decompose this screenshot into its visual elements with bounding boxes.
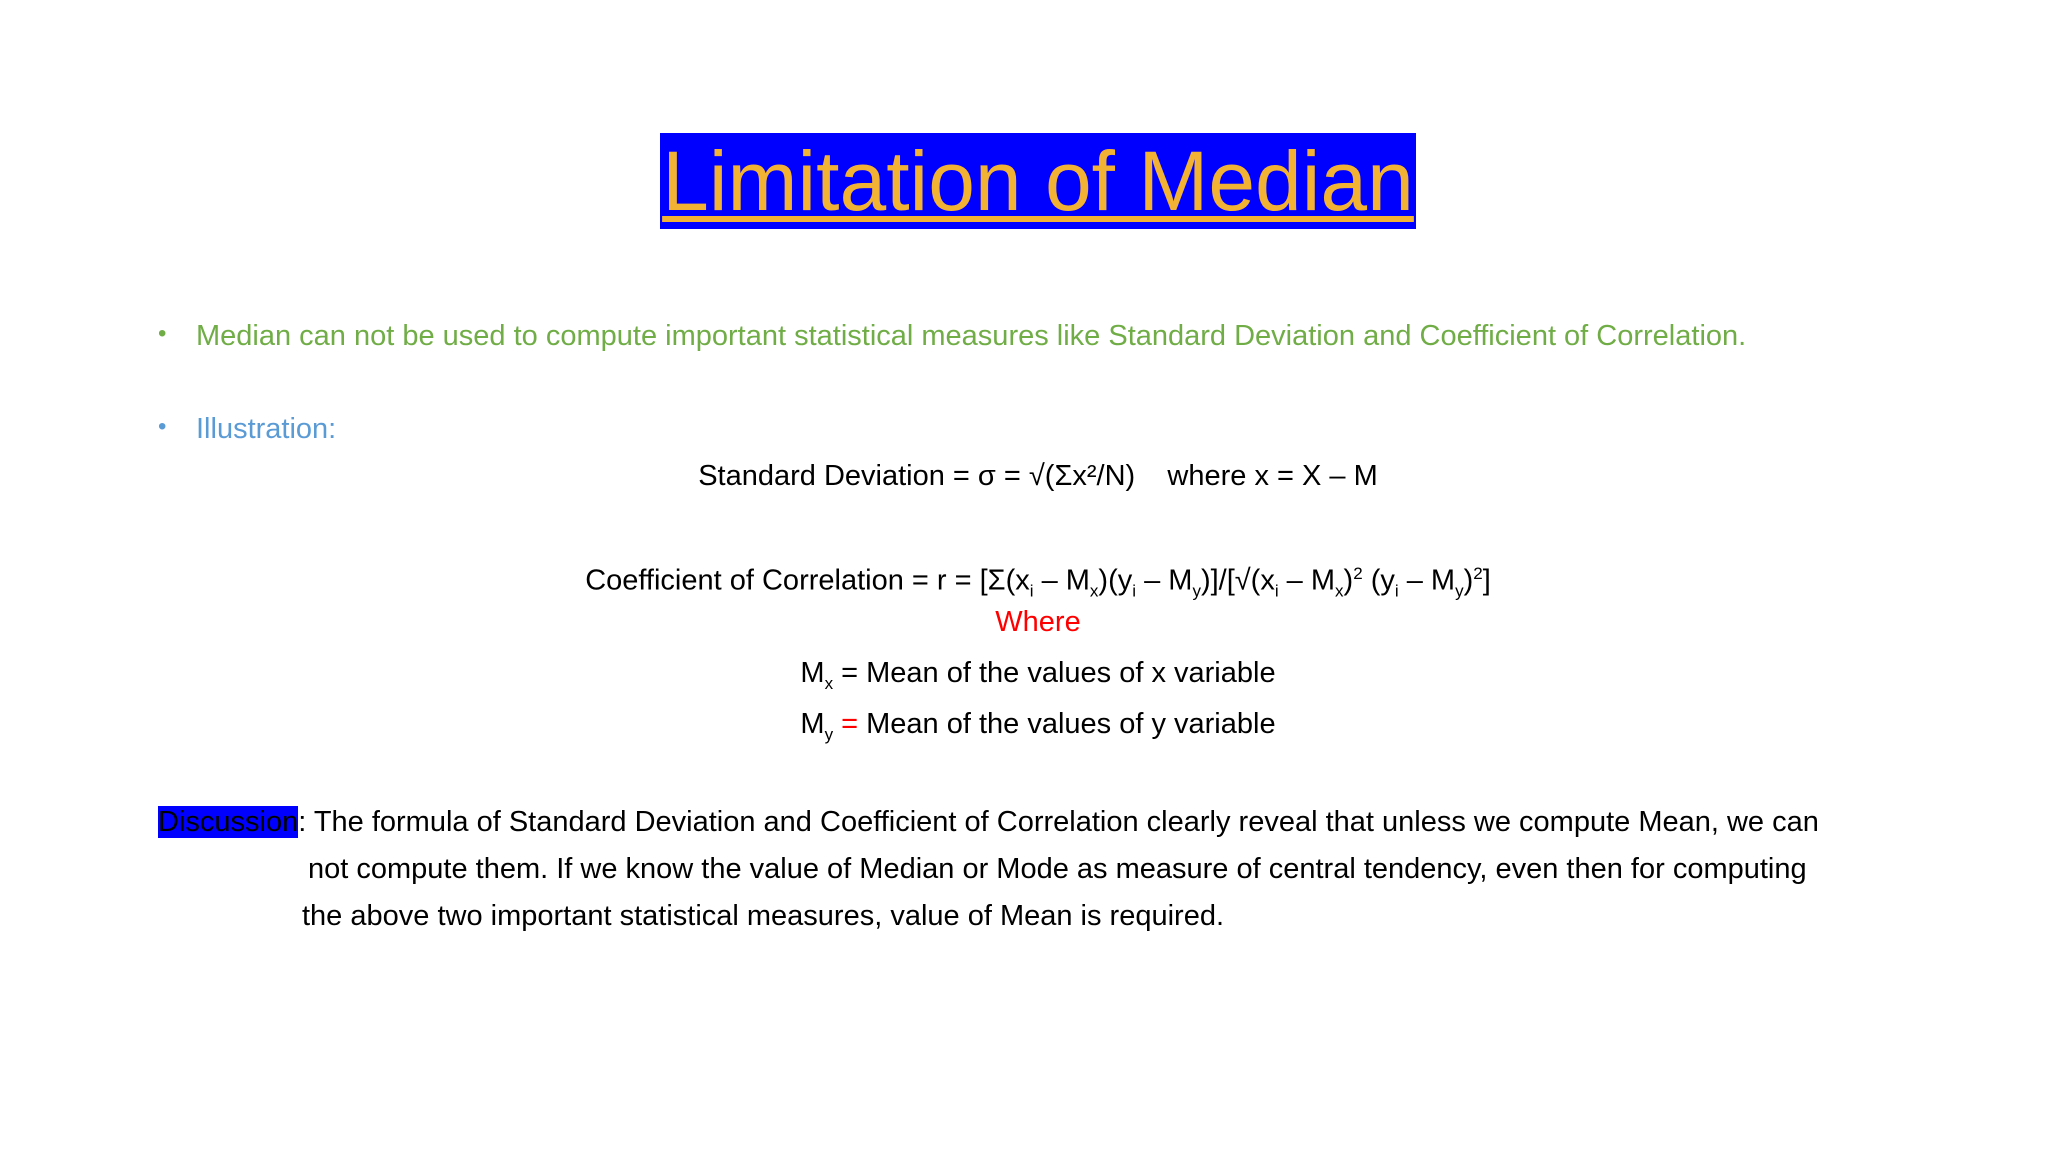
bullet-text: Median can not be used to compute important statistical measures like Standard Deviation and Coefficient of Correlation.	[196, 320, 1747, 352]
sd-formula: Standard Deviation = σ = √(Σx²/N) where x = X – M	[698, 460, 1378, 492]
slide-title-text: Limitation of Median	[662, 134, 1414, 228]
definition-mx: $M_x$ = Mean of the values of x variable	[800, 657, 1276, 693]
definition-my: $M_y$ = Mean of the values of y variable	[800, 708, 1276, 744]
bullet-dot-icon: •	[158, 320, 167, 347]
discussion-line-2: not compute them. If we know the value of Median or Mode as measure of central tendency, even then for computing	[308, 853, 1807, 885]
correlation-formula: Coefficient of Correlation = $r = [\Sigma(x_i - M_x)(y_i - M_y)]/[√(x_i - M_x)^2$ $(y_i - M_y)^2$]	[585, 564, 1491, 601]
slide-title	[0, 133, 2048, 229]
bullet-text: Illustration:	[196, 413, 337, 445]
discussion-line-3: the above two important statistical measures, value of Mean is required.	[302, 900, 1225, 932]
discussion-paragraph	[158, 799, 1918, 940]
discussion-line-1: Discussion: The formula of Standard Deviation and Coefficient of Correlation clearly reveal that unless we compute Mean, we can	[158, 806, 1819, 838]
where-label: Where	[995, 606, 1081, 638]
bullet-dot-icon: •	[158, 413, 167, 440]
discussion-label: Discussion	[158, 806, 299, 838]
